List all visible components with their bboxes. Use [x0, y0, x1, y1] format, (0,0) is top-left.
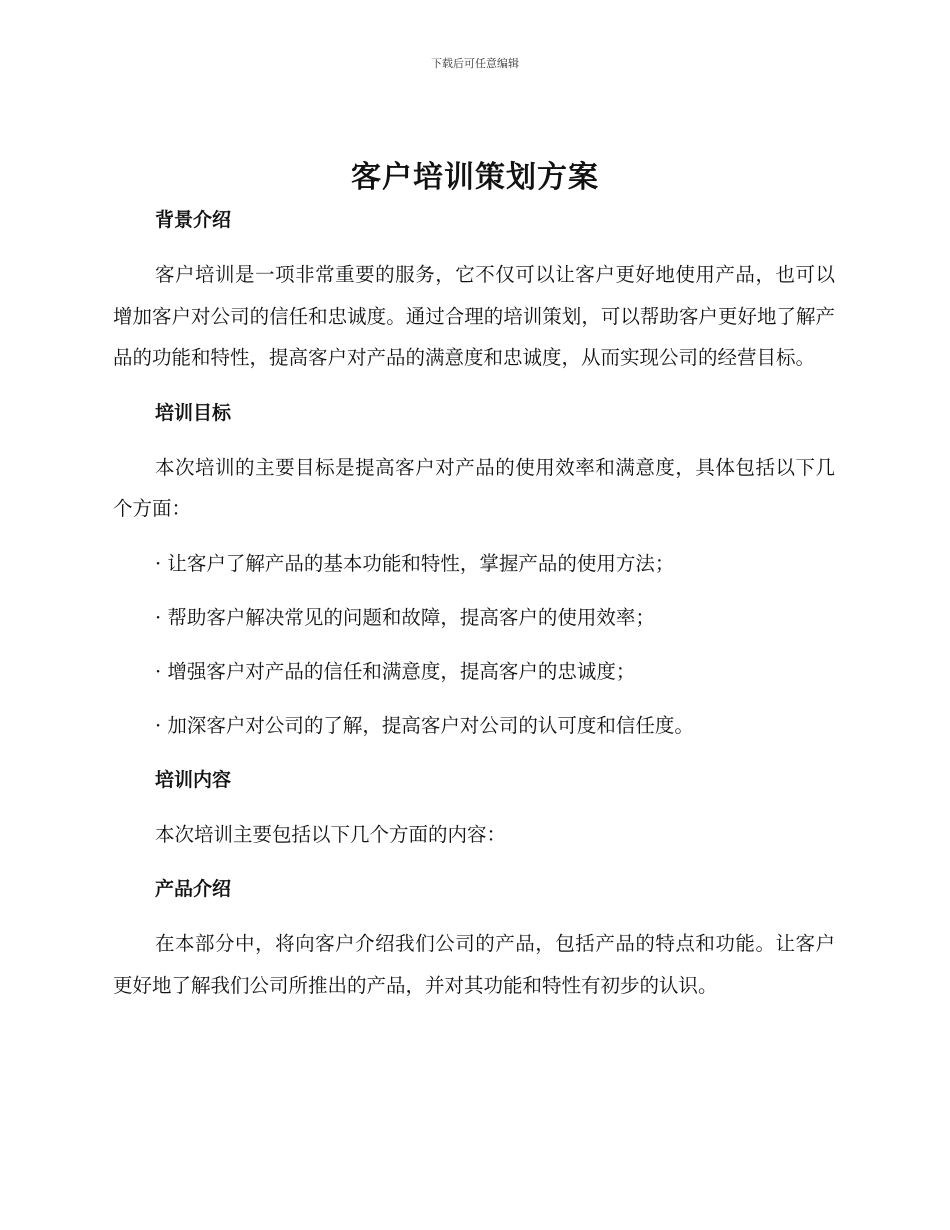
section-heading-product: 产品介绍 [155, 878, 232, 900]
goals-paragraph: 本次培训的主要目标是提高客户对产品的使用效率和满意度，具体包括以下几个方面： [113, 455, 835, 520]
product-paragraph: 在本部分中，将向客户介绍我们公司的产品，包括产品的特点和功能。让客户更好地了解我们公司所推出的产品，并对其功能和特性有初步的认识。 [113, 932, 835, 997]
section-heading-content: 培训内容 [155, 768, 232, 791]
goal-bullet-3: · 增强客户对产品的信任和满意度，提高客户的忠诚度； [155, 659, 636, 683]
page-header: 下载后可任意编辑 [431, 57, 519, 70]
goal-bullet-1: · 让客户了解产品的基本功能和特性，掌握产品的使用方法； [155, 551, 675, 575]
goal-bullet-2: · 帮助客户解决常见的问题和故障，提高客户的使用效率； [155, 605, 655, 629]
section-heading-background: 背景介绍 [155, 209, 232, 231]
section-heading-goals: 培训目标 [155, 401, 232, 424]
background-paragraph: 客户培训是一项非常重要的服务，它不仅可以让客户更好地使用产品，也可以增加客户对公司的信任和忠诚度。通过合理的培训策划，可以帮助客户更好地了解产品的功能和特性，提高客户对产品的满意度和忠诚度，从而实现公司的经营目标。 [113, 263, 835, 369]
goal-bullet-4: · 加深客户对公司的了解，提高客户对公司的认可度和信任度。 [155, 713, 694, 737]
content-paragraph: 本次培训主要包括以下几个方面的内容： [155, 822, 507, 846]
document-title: 客户培训策划方案 [351, 160, 599, 195]
document-body [113, 200, 835, 1006]
